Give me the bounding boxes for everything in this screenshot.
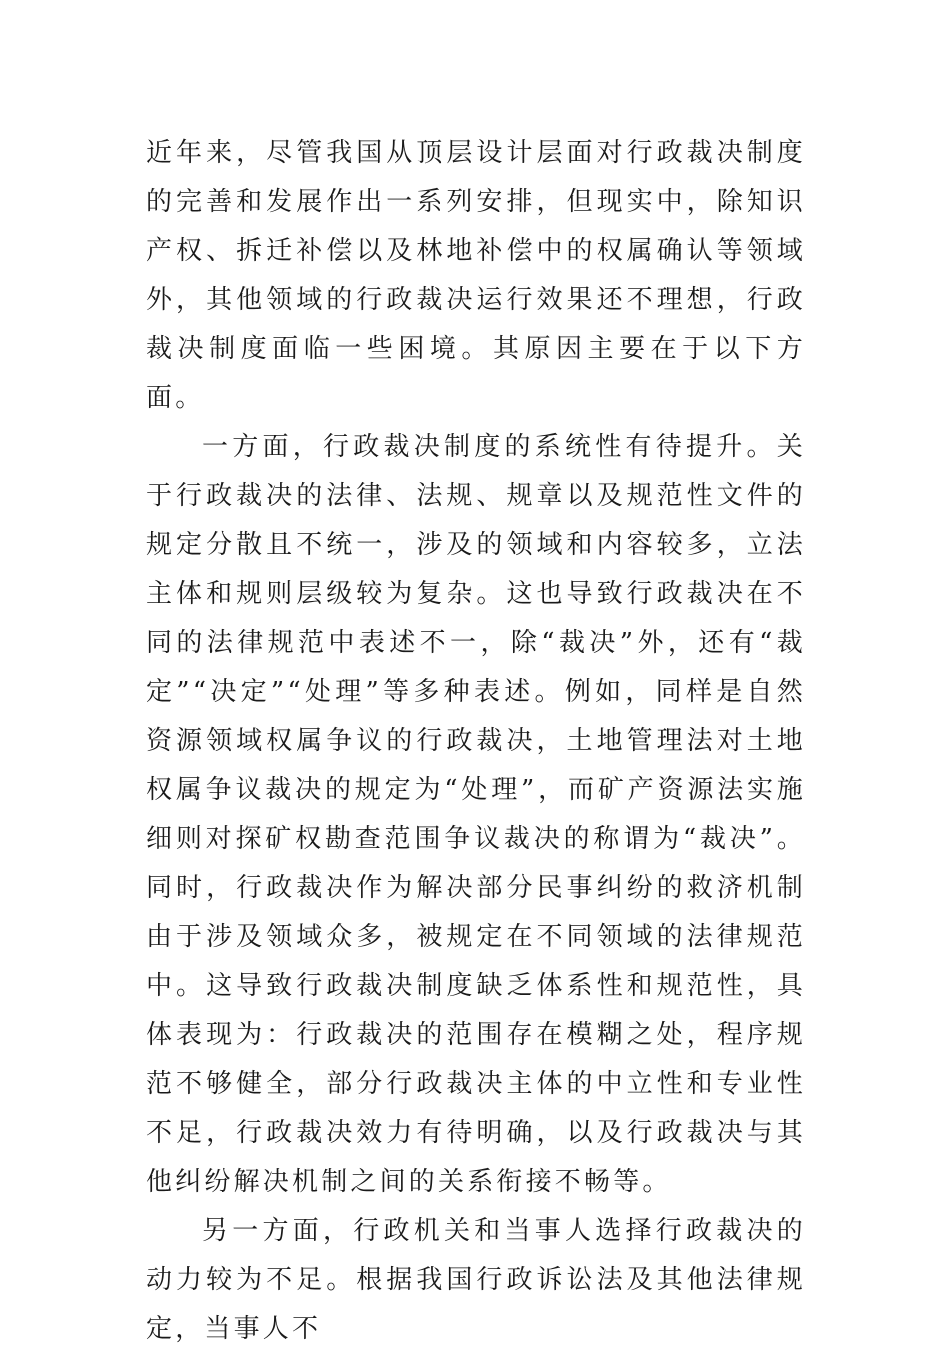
- paragraph-first-aspect: 一方面，行政裁决制度的系统性有待提升。关于行政裁决的法律、法规、规章以及规范性文件的规定分散且不统一，涉及的领域和内容较多，立法主体和规则层级较为复杂。这也导致行政裁决在不同的法律规范中表述不一，除“裁决”外，还有“裁定”“决定”“处理”等多种表述。例如，同样是自然资源领域权属争议的行政裁决，土地管理法对土地权属争议裁决的规定为“处理”，而矿产资源法实施细则对探矿权勘查范围争议裁决的称谓为“裁决”。同时，行政裁决作为解决部分民事纠纷的救济机制由于涉及领域众多，被规定在不同领域的法律规范中。这导致行政裁决制度缺乏体系性和规范性，具体表现为：行政裁决的范围存在模糊之处，程序规范不够健全，部分行政裁决主体的中立性和专业性不足，行政裁决效力有待明确，以及行政裁决与其他纠纷解决机制之间的关系衔接不畅等。: [146, 432, 806, 1197]
- paragraph-intro: 近年来，尽管我国从顶层设计层面对行政裁决制度的完善和发展作出一系列安排，但现实中，除知识产权、拆迁补偿以及林地补偿中的权属确认等领域外，其他领域的行政裁决运行效果还不理想，行政裁决制度面临一些困境。其原因主要在于以下方面。: [146, 138, 806, 413]
- paragraph-second-aspect: 另一方面，行政机关和当事人选择行政裁决的动力较为不足。根据我国行政诉讼法及其他法律规定，当事人不: [146, 1216, 806, 1344]
- document-body: [146, 129, 806, 1354]
